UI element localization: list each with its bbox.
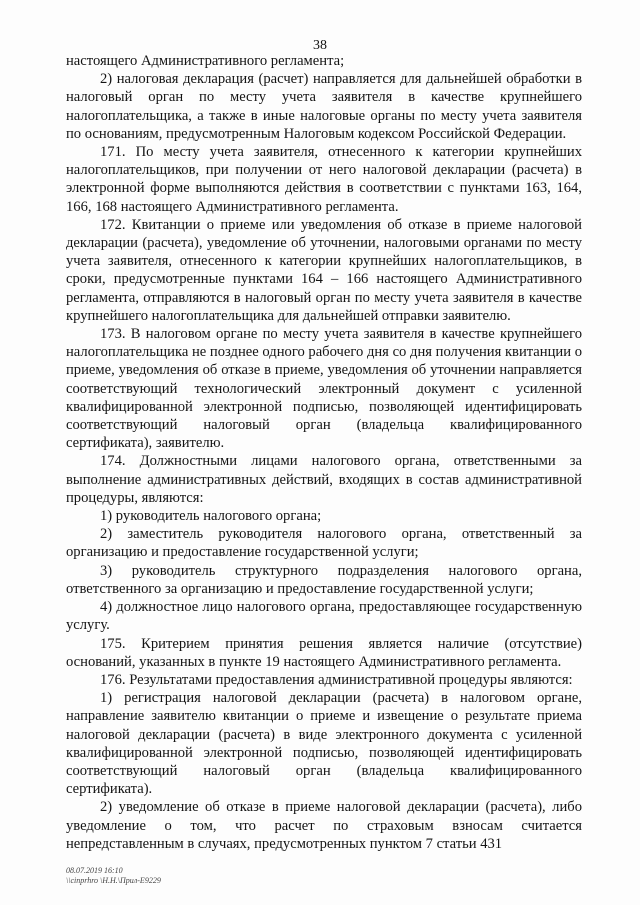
footer-stamp bbox=[66, 866, 161, 886]
list-item: 4) должностное лицо налогового органа, предоставляющее государственную услугу. bbox=[66, 599, 582, 634]
document-body bbox=[66, 52, 582, 853]
paragraph: 175. Критерием принятия решения является наличие (отсутствие) оснований, указанных в пункте 19 настоящего Административного регламента. bbox=[66, 635, 582, 670]
paragraph: 2) налоговая декларация (расчет) направляется для дальнейшей обработки в налоговый орган по месту учета заявителя в качестве крупнейшего налогоплательщика, а также в иные налоговые органы по месту учета заявителя по основаниям, предусмотренным Налоговым кодексом Российской Федерации. bbox=[66, 71, 582, 142]
list-item: 2) заместитель руководителя налогового органа, ответственный за организацию и предоставление государственной услуги; bbox=[66, 526, 582, 561]
list-item: 2) уведомление об отказе в приеме налоговой декларации (расчета), либо уведомление о том, что расчет по страховым взносам считается непредставленным в случаях, предусмотренных пунктом 7 статьи 431 bbox=[66, 799, 582, 852]
paragraph: 171. По месту учета заявителя, отнесенного к категории крупнейших налогоплательщиков, при получении от него налоговой декларации (расчета) в электронной форме выполняются действия в соответствии с пунктами 163, 164, 166, 168 настоящего Административного регламента. bbox=[66, 144, 582, 215]
footer-timestamp: 08.07.2019 16:10 bbox=[66, 866, 123, 875]
list-item: 1) регистрация налоговой декларации (расчета) в налоговом органе, направление заявителю квитанции о приеме и извещение о результате приема налоговой декларации (расчета) в виде электронного документа с усиленной квалифицированной электронной подписью, позволяющей идентифицировать соответствующий налоговый орган (владельца квалифицированного сертификата). bbox=[66, 690, 582, 798]
page-number: 38 bbox=[313, 38, 327, 53]
paragraph: настоящего Административного регламента; bbox=[66, 53, 345, 69]
list-item: 3) руководитель структурного подразделения налогового органа, ответственного за организацию и предоставление государственной услуги; bbox=[66, 562, 582, 597]
list-item: 1) руководитель налогового органа; bbox=[100, 508, 322, 525]
paragraph: 176. Результатами предоставления административной процедуры являются: bbox=[100, 671, 573, 688]
paragraph: 173. В налоговом органе по месту учета заявителя в качестве крупнейшего налогоплательщика не позднее одного рабочего дня со дня получения квитанции о приеме, уведомления об отказе в приеме, уведомления об уточнении направляется соответствующий технологический электронный документ с усиленной квалифицированной электронной подписью, позволяющей идентифицировать соответствующий налоговый орган (владельца квалифицированного сертификата), заявителю. bbox=[66, 326, 582, 452]
footer-file-path: \\cinprhro \Н.Н.\Прил-Е9229 bbox=[66, 876, 161, 885]
paragraph: 172. Квитанции о приеме или уведомления об отказе в приеме налоговой декларации (расчета), уведомление об уточнении, налоговыми органами по месту учета заявителя, отнесенного к категории крупнейших налогоплательщиков, в сроки, предусмотренные пунктами 164 – 166 настоящего Административного регламента, отправляются в налоговый орган по месту учета заявителя в качестве крупнейшего налогоплательщика для дальнейшей отправки заявителю. bbox=[66, 216, 582, 324]
paragraph: 174. Должностными лицами налогового органа, ответственными за выполнение административных действий, входящих в состав административной процедуры, являются: bbox=[66, 453, 582, 506]
